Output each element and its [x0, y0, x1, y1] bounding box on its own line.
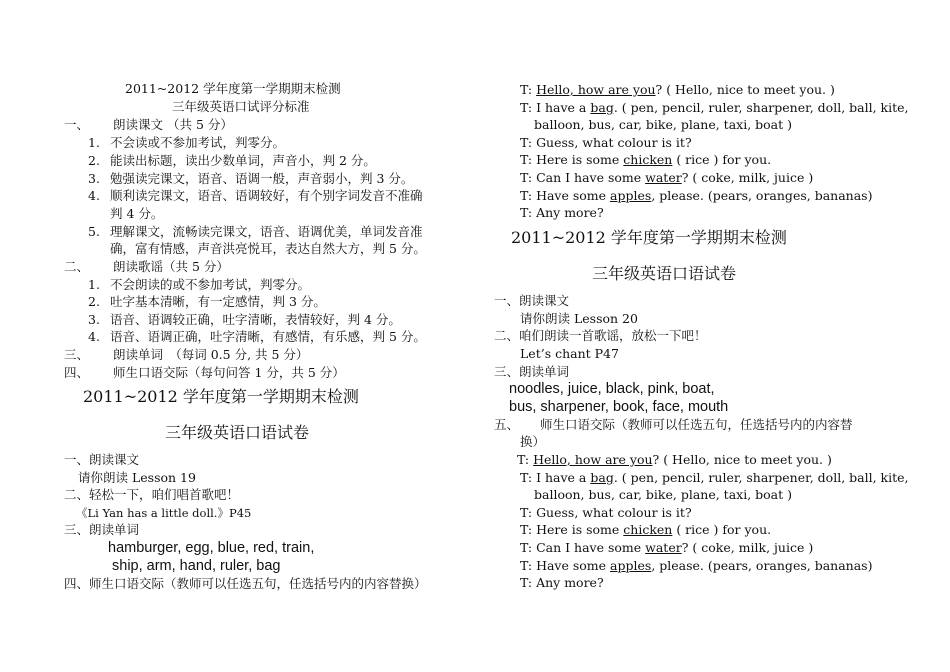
dialog-line: T: Hello, how are you? ( Hello, nice to meet you. ) [520, 82, 835, 97]
item-text: 理解课文，流畅读完课文，语音、语调优美，单词发音准 [110, 224, 423, 239]
dialog-line: T: Have some apples, please. (pears, oranges, bananas) [520, 188, 873, 203]
item-text: 判 4 分。 [110, 206, 164, 221]
item-number: 2. [88, 153, 100, 168]
section-title: 朗读课文 （共 5 分） [113, 117, 233, 132]
item-text: 不会朗读的或不参加考试，判零分。 [110, 277, 311, 292]
item-number: 2. [88, 294, 100, 309]
scoring-subtitle: 三年级英语口试评分标准 [172, 99, 310, 114]
item-text: 能读出标题，读出少数单词，声音小，判 2 分。 [110, 153, 376, 168]
exam-section: 二、轻松一下，咱们唱首歌吧！ [64, 487, 240, 502]
exam-section: 三、朗读单词 [494, 364, 570, 379]
section-title: 朗读单词 （每词 0.5 分, 共 5 分） [113, 347, 309, 362]
item-text: 确，富有情感，声音洪亮悦耳，表达自然大方，判 5 分。 [110, 241, 426, 256]
section-number: 一、 [64, 117, 90, 132]
item-number: 3. [88, 312, 100, 327]
dialog-line: T: Can I have some water? ( coke, milk, juice ) [520, 540, 814, 555]
section-number: 五、 [494, 417, 520, 432]
item-text: 吐字基本清晰，有一定感情，判 3 分。 [110, 294, 326, 309]
exam-instruction: 请你朗读 Lesson 19 [78, 470, 196, 485]
dialog-line: T: Here is some chicken ( rice ) for you. [520, 522, 772, 537]
word-list: noodles, juice, black, pink, boat, [509, 381, 715, 397]
word-list: bus, sharpener, book, face, mouth [509, 399, 729, 415]
exam-section: 三、朗读单词 [64, 522, 140, 537]
exam-subtitle: 三年级英语口语试卷 [592, 264, 737, 283]
dialog-line: balloon, bus, car, bike, plane, taxi, boat ) [534, 487, 793, 502]
item-number: 1. [88, 277, 100, 292]
dialog-line: T: Guess, what colour is it? [520, 505, 692, 520]
item-number: 3. [88, 171, 100, 186]
word-list: ship, arm, hand, ruler, bag [112, 558, 281, 574]
dialog-line: T: I have a bag. ( pen, pencil, ruler, sharpener, doll, ball, kite, [520, 100, 909, 115]
scoring-title: 2011~2012 学年度第一学期期末检测 [125, 81, 341, 96]
item-number: 1. [88, 135, 100, 150]
section-number: 二、 [64, 259, 90, 274]
item-text: 勉强读完课文，语音、语调一般，声音弱小，判 3 分。 [110, 171, 414, 186]
exam-title: 2011~2012 学年度第一学期期末检测 [511, 228, 787, 247]
dialog-line: T: I have a bag. ( pen, pencil, ruler, sharpener, doll, ball, kite, [520, 470, 909, 485]
exam-subtitle: 三年级英语口语试卷 [165, 423, 310, 442]
dialog-line: T: Can I have some water? ( coke, milk, juice ) [520, 170, 814, 185]
item-text: 不会读或不参加考试，判零分。 [110, 135, 286, 150]
section-number: 四、 [64, 365, 90, 380]
exam-section: 二、咱们朗读一首歌谣，放松一下吧！ [494, 328, 707, 343]
dialog-line: T: Guess, what colour is it? [520, 135, 692, 150]
song-title: 《Li Yan has a little doll.》P45 [76, 506, 252, 520]
exam-section: 四、师生口语交际（教师可以任选五句，任选括号内的内容替换） [64, 576, 427, 591]
section-title: 朗读歌谣（共 5 分） [113, 259, 229, 274]
exam-instruction: Let’s chant P47 [520, 346, 619, 361]
dialog-line: balloon, bus, car, bike, plane, taxi, boat ) [534, 117, 793, 132]
dialog-line: T: Have some apples, please. (pears, oranges, bananas) [520, 558, 873, 573]
dialog-line: T: Any more? [520, 575, 604, 590]
exam-title: 2011~2012 学年度第一学期期末检测 [83, 387, 359, 406]
exam-section: 一、朗读课文 [494, 293, 570, 308]
exam-section: 一、朗读课文 [64, 452, 140, 467]
dialog-line: T: Any more? [520, 205, 604, 220]
exam-instruction: 请你朗读 Lesson 20 [520, 311, 638, 326]
section-number: 三、 [64, 347, 90, 362]
section-title: 师生口语交际（教师可以任选五句，任选括号内的内容替 [540, 417, 853, 432]
item-text: 语音、语调较正确，吐字清晰，表情较好，判 4 分。 [110, 312, 401, 327]
item-text: 顺利读完课文，语音、语调较好，有个别字词发音不准确 [110, 188, 423, 203]
dialog-line: T: Hello, how are you? ( Hello, nice to meet you. ) [517, 452, 832, 467]
item-number: 4. [88, 188, 100, 203]
item-number: 5. [88, 224, 100, 239]
section-title: 师生口语交际（每句问答 1 分，共 5 分） [113, 365, 345, 380]
item-number: 4. [88, 329, 100, 344]
word-list: hamburger, egg, blue, red, train, [108, 540, 315, 556]
dialog-line: T: Here is some chicken ( rice ) for you. [520, 152, 772, 167]
section-title-cont: 换） [520, 434, 546, 449]
item-text: 语音、语调正确，吐字清晰，有感情，有乐感，判 5 分。 [110, 329, 426, 344]
